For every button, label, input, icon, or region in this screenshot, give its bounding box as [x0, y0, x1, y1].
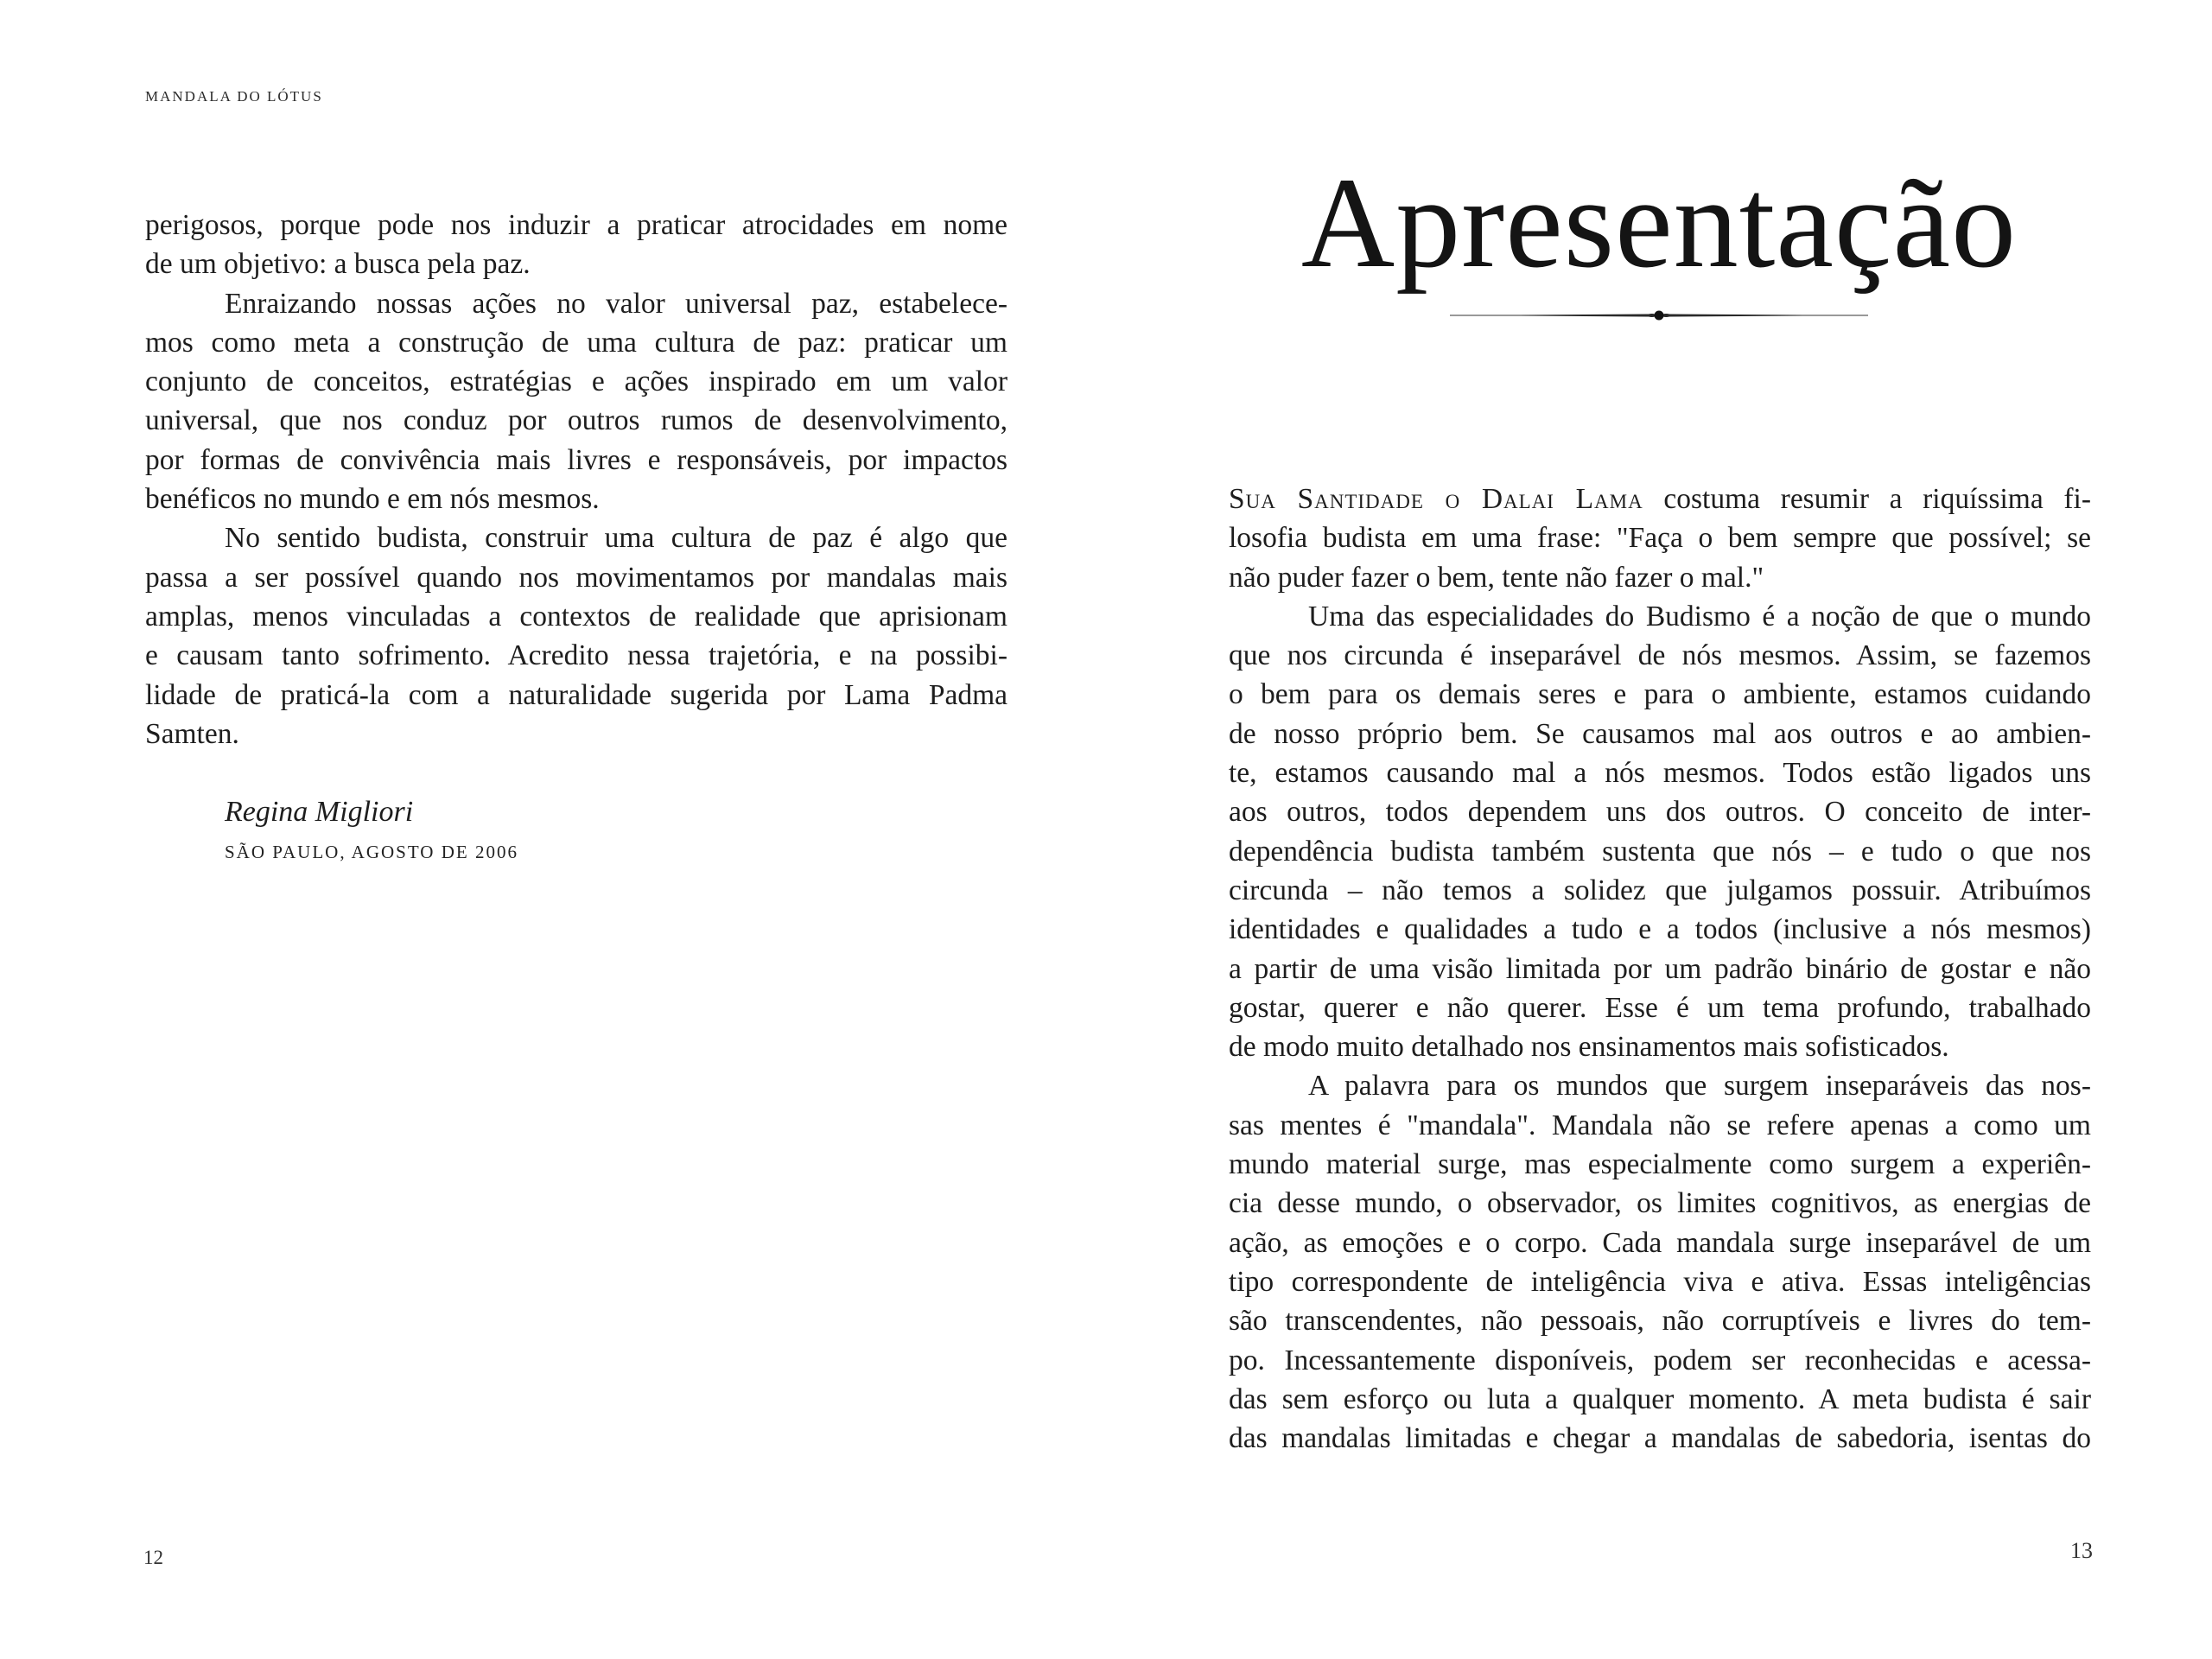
signature-block [225, 793, 518, 863]
text-line: de nosso próprio bem. Se causamos mal aos outros e ao ambien- [1229, 717, 2091, 750]
text-line: de um objetivo: a busca pela paz. [145, 248, 531, 281]
text-line: dependência budista também sustenta que nós – e tudo o que nos [1229, 835, 2091, 868]
page-number-right: 13 [2070, 1538, 2093, 1563]
right-lines-container [1229, 518, 2091, 1458]
text-line: que nos circunda é inseparável de nós mesmos. Assim, se fazemos [1229, 639, 2091, 672]
text-line: perigosos, porque pode nos induzir a praticar atrocidades em nome [145, 209, 1007, 241]
text-line: a partir de uma visão limitada por um padrão binário de gostar e não [1229, 952, 2091, 985]
text-line: das sem esforço ou luta a qualquer momento. A meta budista é sair [1229, 1382, 2091, 1415]
text-line: das mandalas limitadas e chegar a mandalas de sabedoria, isentas do [1229, 1422, 2091, 1455]
page-number-left: 12 [143, 1547, 163, 1568]
first-line-rest: costuma resumir a riquíssima fi- [1643, 483, 2091, 515]
right-page [1106, 0, 2212, 1659]
text-line: passa a ser possível quando nos movimentamos por mandalas mais [145, 561, 1007, 594]
text-line: No sentido budista, construir uma cultura de paz é algo que [225, 522, 1007, 555]
text-line: po. Incessantemente disponíveis, podem ser reconhecidas e acessa- [1229, 1344, 2091, 1376]
text-line: gostar, querer e não querer. Esse é um tema profundo, trabalhado [1229, 991, 2091, 1024]
text-line: mundo material surge, mas especialmente como surgem a experiên- [1229, 1148, 2091, 1181]
text-line: losofia budista em uma frase: "Faça o bem sempre que possível; se [1229, 522, 2091, 555]
text-line: aos outros, todos dependem uns dos outros. O conceito de inter- [1229, 796, 2091, 829]
text-line: e causam tanto sofrimento. Acredito nessa trajetória, e na possibi- [145, 639, 1007, 672]
text-line: identidades e qualidades a tudo e a todos (inclusive a nós mesmos) [1229, 913, 2091, 946]
text-line: Uma das especialidades do Budismo é a noção de que o mundo [1308, 600, 2091, 632]
text-line: benéficos no mundo e em nós mesmos. [145, 483, 600, 516]
text-line: mos como meta a construção de uma cultura de paz: praticar um [145, 326, 1007, 359]
text-line: são transcendentes, não pessoais, não corruptíveis e livres do tem- [1229, 1305, 2091, 1338]
text-line: tipo correspondente de inteligência viva e ativa. Essas inteligências [1229, 1265, 2091, 1298]
text-line: lidade de praticá-la com a naturalidade sugerida por Lama Padma [145, 678, 1007, 711]
running-head: MANDALA DO LÓTUS [145, 88, 323, 105]
text-line: te, estamos causando mal a nós mesmos. Todos estão ligados uns [1229, 757, 2091, 790]
text-line: o bem para os demais seres e para o ambiente, estamos cuidando [1229, 678, 2091, 711]
author-smallcaps: Sua Santidade o Dalai Lama [1229, 483, 1643, 515]
first-line [1229, 480, 2091, 518]
title-ornament-divider [1450, 302, 1868, 328]
text-line: sas mentes é "mandala". Mandala não se refere apenas a como um [1229, 1109, 2091, 1141]
signature-name: Regina Migliori [225, 796, 414, 828]
left-body-text [145, 206, 1007, 753]
text-line: amplas, menos vinculadas a contextos de realidade que aprisionam [145, 600, 1007, 632]
text-line: não puder fazer o bem, tente não fazer o mal." [1229, 561, 1764, 594]
text-line: cia desse mundo, o observador, os limites cognitivos, as energias de [1229, 1187, 2091, 1220]
right-body-text [1229, 480, 2091, 1458]
signature-place-date: SÃO PAULO, AGOSTO DE 2006 [225, 842, 518, 862]
text-line: conjunto de conceitos, estratégias e ações inspirado em um valor [145, 365, 1007, 398]
text-line: A palavra para os mundos que surgem inseparáveis das nos- [1308, 1070, 2091, 1103]
text-line: Samten. [145, 717, 239, 750]
text-line: ação, as emoções e o corpo. Cada mandala surge inseparável de um [1229, 1226, 2091, 1259]
text-line: Enraizando nossas ações no valor universal paz, estabelece- [225, 287, 1007, 320]
text-line: circunda – não temos a solidez que julgamos possuir. Atribuímos [1229, 874, 2091, 906]
text-line: por formas de convivência mais livres e responsáveis, por impactos [145, 443, 1007, 476]
text-line: universal, que nos conduz por outros rumos de desenvolvimento, [145, 404, 1007, 437]
text-line: de modo muito detalhado nos ensinamentos mais sofisticados. [1229, 1031, 1949, 1064]
chapter-title: Apresentação [1300, 151, 2018, 295]
